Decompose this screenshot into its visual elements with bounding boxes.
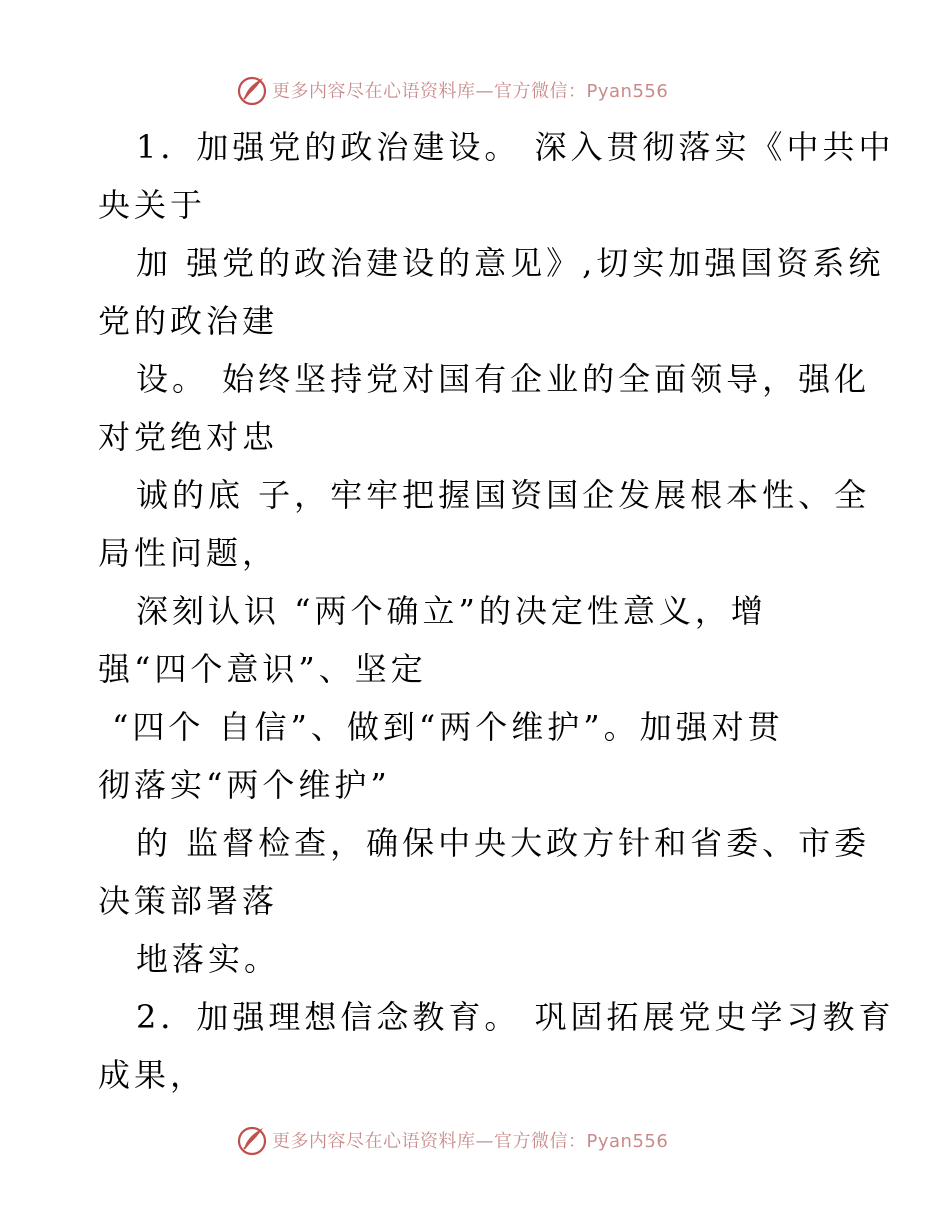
text-line: 诚的底 子，牢牢把握国资国企发展根本性、全 xyxy=(136,476,871,514)
document-body xyxy=(98,118,895,1104)
text-line: 加 强党的政治建设的意见》,切实加强国资系统 xyxy=(136,244,885,282)
text-line: 的 监督检查，确保中央大政方针和省委、市委 xyxy=(136,824,871,862)
text-line: 局性问题， xyxy=(98,534,279,572)
text-line: 2．加强理想信念教育。 巩固拓展党史学习教育 xyxy=(136,998,895,1036)
text-line: 1．加强党的政治建设。 深入贯彻落实《中共中 xyxy=(136,128,895,166)
text-line: 央关于 xyxy=(98,186,207,224)
text-line: 地落实。 xyxy=(136,940,281,978)
text-line: 深刻认识 “两个确立”的决定性意义，增 xyxy=(136,592,767,630)
watermark-banner-top xyxy=(236,72,716,108)
watermark-text: 更多内容尽在心语资料库—官方微信：Pyan556 xyxy=(272,1131,669,1152)
watermark-banner-bottom xyxy=(236,1122,716,1158)
text-line: 彻落实“两个维护” xyxy=(98,766,391,804)
text-line: “四个 自信”、做到“两个维护”。加强对贯 xyxy=(112,708,784,746)
watermark-text: 更多内容尽在心语资料库—官方微信：Pyan556 xyxy=(272,81,669,102)
text-line: 党的政治建 xyxy=(98,302,279,340)
text-line: 决策部署落 xyxy=(98,882,279,920)
quill-logo-icon xyxy=(236,74,268,106)
text-line: 对党绝对忠 xyxy=(98,418,279,456)
text-line: 设。 始终坚持党对国有企业的全面领导，强化 xyxy=(136,360,871,398)
text-line: 强“四个意识”、坚定 xyxy=(98,650,427,688)
text-line: 成果， xyxy=(98,1056,207,1094)
quill-logo-icon xyxy=(236,1124,268,1156)
